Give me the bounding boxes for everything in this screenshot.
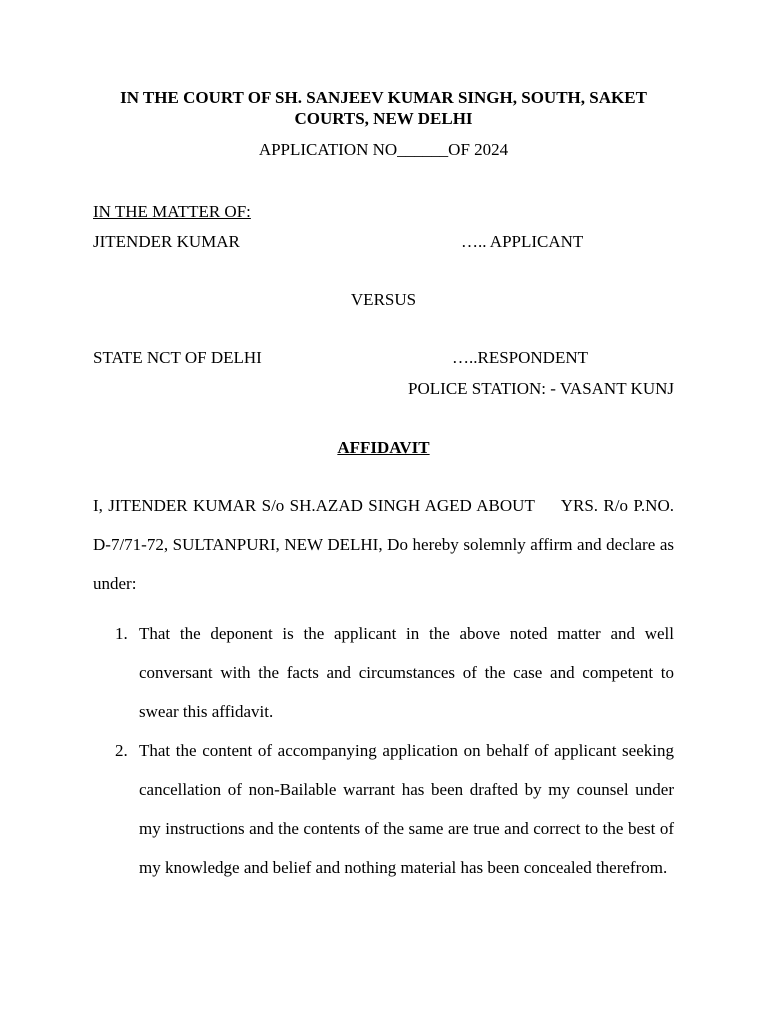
applicant-name: JITENDER KUMAR [93, 232, 240, 251]
police-station: POLICE STATION: - VASANT KUNJ [408, 379, 674, 398]
list-item [93, 614, 674, 731]
applicant-role: ….. APPLICANT [461, 232, 584, 251]
affidavit-intro: I, JITENDER KUMAR S/o SH.AZAD SINGH AGED ABOUT YRS. R/o P.NO. D-7/71-72, SULTANPURI, NEW DELHI, Do hereby solemnly affirm and declare as under: [93, 496, 679, 593]
application-number: APPLICATION NO______OF 2024 [258, 140, 509, 159]
versus-label: VERSUS [350, 290, 417, 309]
respondent-role: …..RESPONDENT [452, 348, 589, 367]
court-heading: IN THE COURT OF SH. SANJEEV KUMAR SINGH, SOUTH, SAKET COURTS, NEW DELHI [120, 88, 647, 128]
list-item-text: That the content of accompanying application on behalf of applicant seeking cancellation of non-Bailable warrant has been drafted by my counsel under my instructions and the contents of the same are true and correct to the best of my knowledge and belief and nothing material has been concealed therefrom. [139, 741, 674, 877]
affidavit-title: AFFIDAVIT [337, 438, 430, 457]
list-item-number: 1. [115, 624, 128, 643]
list-item-number: 2. [115, 741, 128, 760]
list-item [93, 731, 674, 887]
matter-of-label: IN THE MATTER OF: [93, 202, 251, 221]
respondent-name: STATE NCT OF DELHI [93, 348, 262, 367]
list-item-text: That the deponent is the applicant in the above noted matter and well conversant with the facts and circumstances of the case and competent to swear this affidavit. [139, 624, 674, 721]
